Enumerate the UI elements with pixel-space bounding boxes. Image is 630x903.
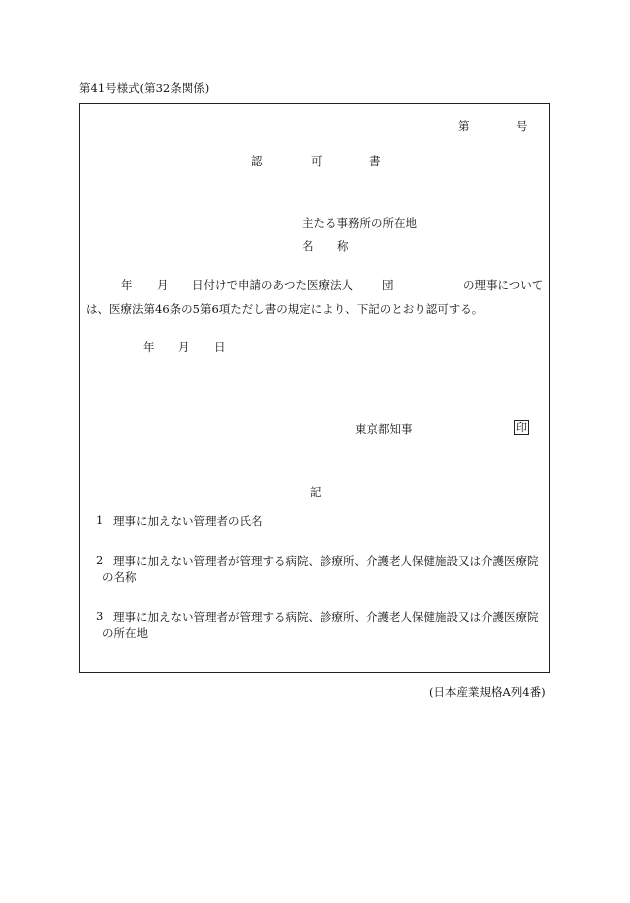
date-nen: 年 <box>143 340 155 354</box>
date-hi: 日 <box>214 340 226 354</box>
item-2-text-cont: の名称 <box>102 570 137 584</box>
item-3-text: 理事に加えない管理者が管理する病院、診療所、介護老人保健施設又は介護医療院 <box>113 610 539 624</box>
address-label: 主たる事務所の所在地 <box>302 216 417 230</box>
doc-title-char-3: 書 <box>369 154 381 168</box>
body-nen: 年 <box>121 278 133 292</box>
item-3-number: 3 <box>96 609 104 623</box>
body-text-a: 日付けで申請のあつた医療法人 <box>192 278 353 292</box>
paper-size-note: (日本産業規格A列4番) <box>429 685 546 699</box>
form-frame <box>79 103 550 673</box>
form-number-heading: 第41号様式(第32条関係) <box>79 81 210 95</box>
signer: 東京都知事 <box>355 422 413 436</box>
date-tsuki: 月 <box>178 340 190 354</box>
ki-heading: 記 <box>310 485 322 499</box>
item-1-text: 理事に加えない管理者の氏名 <box>113 514 263 528</box>
number-dai: 第 <box>458 119 470 133</box>
item-2-number: 2 <box>96 553 104 567</box>
item-2-text: 理事に加えない管理者が管理する病院、診療所、介護老人保健施設又は介護医療院 <box>113 554 539 568</box>
name-label-char-1: 名 <box>302 239 314 253</box>
item-1-number: 1 <box>96 513 104 527</box>
name-label-char-2: 称 <box>337 239 349 253</box>
item-3-text-cont: の所在地 <box>102 626 148 640</box>
doc-title-char-2: 可 <box>311 154 323 168</box>
body-dan: 団 <box>382 278 394 292</box>
number-go: 号 <box>516 119 528 133</box>
body-text-b: の理事について <box>463 278 544 292</box>
doc-title-char-1: 認 <box>251 154 263 168</box>
body-line-2: は、医療法第46条の5第6項ただし書の規定により、下記のとおり認可する。 <box>86 302 484 316</box>
body-tsuki: 月 <box>157 278 169 292</box>
seal-mark: 印 <box>516 421 527 434</box>
